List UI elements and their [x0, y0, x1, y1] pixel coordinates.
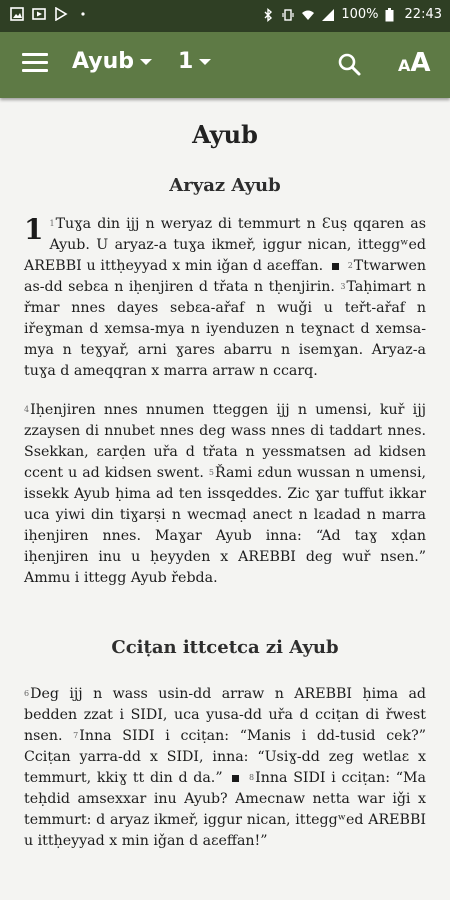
verse-number[interactable]: 4: [24, 405, 30, 414]
verse-text[interactable]: Tuɣa din ijj n weryaz di temmurt n Ɛuṣ qqaren as Ayub. U aryaz-a tuɣa ikmeř, iggur nican, itteggʷed AREBBI u ittḥeyyad x min iǧan d aɛeffan.: [24, 216, 426, 274]
verse-number[interactable]: 5: [208, 468, 214, 477]
section-heading: Aryaz Ayub: [169, 175, 281, 196]
verse-text[interactable]: Deg ijj n wass usin-dd arraw n AREBBI ḥima ad bedden zzat i SIDI, uca yusa-dd uřa d cciṭan di řwest nsen.: [24, 686, 426, 744]
book-title: Ayub: [192, 120, 258, 149]
clock: 22:43: [404, 7, 442, 22]
battery-percent: 100%: [341, 7, 379, 22]
verse-number[interactable]: 3: [340, 282, 346, 291]
chapter-selector[interactable]: [178, 49, 211, 74]
verse-number[interactable]: 1: [49, 219, 55, 228]
font-size-button[interactable]: [398, 48, 431, 78]
chapter-number: 1: [178, 49, 194, 74]
signal-icon: [321, 8, 335, 22]
play-store-icon: [32, 7, 46, 21]
verse-text[interactable]: Iḥenjiren nnes nnumen tteggen ijj n umensi, kuř ijj zzaysen di nnubet nnes deg wass nnes di taddart nnes. Ssekkan, ɛarḍen uřa d třata n yessmatsen ad kidsen ccent u ad kidsen swent.: [24, 402, 426, 481]
search-icon[interactable]: [336, 51, 364, 79]
status-bar: [0, 0, 450, 32]
verse-number[interactable]: 2: [347, 261, 353, 270]
chapter-number-dropcap: 1: [24, 213, 44, 246]
verse-text[interactable]: Taḥimart n řmar nnes dayes sebɛa-ařaf n wuǧi u teřt-ařaf n iřeɣman d xemsa-mya n iyenduzen n teɣnact d xemsa-mya n teɣyař, arni ɣares abarru n isemɣan. Aryaz-a tuɣa d ameqqran x marra arraw n ccarq.: [24, 279, 426, 379]
verse-number[interactable]: 6: [24, 689, 30, 698]
section-heading: Cciṭan ittcetca zi Ayub: [111, 637, 339, 658]
book-name: Ayub: [72, 49, 134, 74]
reading-pane[interactable]: [0, 98, 450, 900]
gallery-icon: [10, 7, 24, 21]
chevron-down-icon: [199, 59, 211, 65]
wifi-icon: [301, 8, 315, 22]
paragraph: [24, 400, 426, 589]
verse-text[interactable]: Ttwarwen as-dd sebɛa n iḥenjiren d třata n tḥenjirin.: [24, 258, 427, 295]
verse-text[interactable]: Inna SIDI i cciṭan: “Manis i dd-tusid cek?” Cciṭan yarra-dd x SIDI, inna: “Usiɣ-dd zeg wetlaɛ x temmurt, kkiɣ tt din d da.”: [24, 728, 427, 786]
battery-icon: [385, 8, 399, 22]
app-toolbar: [0, 32, 450, 98]
notification-icons: [10, 7, 90, 21]
book-selector[interactable]: [72, 49, 152, 74]
verse-number[interactable]: 8: [249, 773, 255, 782]
bluetooth-icon: [261, 8, 275, 22]
system-icons: [261, 7, 442, 22]
vibrate-icon: [281, 8, 295, 22]
verse-text[interactable]: Inna SIDI i cciṭan: “Ma teḥdid amsexxar inu Ayub? Amecnaw netta war iǧi x temmurt: d aryaz ikmeř, iggur nican, itteggʷed AREBBI u ittḥeyyad x min iǧan d aɛeffan!”: [24, 770, 426, 849]
play-icon: [54, 7, 68, 21]
dot-icon: [76, 7, 90, 21]
menu-icon[interactable]: [22, 53, 48, 75]
chevron-down-icon: [140, 59, 152, 65]
paragraph: [24, 684, 426, 852]
footnote-marker-icon[interactable]: [232, 775, 239, 782]
verse-number[interactable]: 7: [73, 731, 79, 740]
footnote-marker-icon[interactable]: [332, 263, 339, 270]
font-size-big-icon: A: [410, 48, 431, 78]
font-size-small-icon: A: [398, 56, 411, 75]
verse-text[interactable]: Řami ɛdun wussan n umensi, issekk Ayub ḥima ad ten issqeddes. Zic ɣar tuffut ikkar uca yiwi din tiɣarṣi n wecmaḍ anect n lɛadad n marra iḥenjiren nnes. Maɣar Ayub inna: “Ad taɣ xḍan iḥenjiren inu u ḥeyyden x AREBBI deg wuř nsen.” Ammu i ittegg Ayub řebda.: [24, 465, 426, 586]
paragraph: [24, 214, 426, 382]
